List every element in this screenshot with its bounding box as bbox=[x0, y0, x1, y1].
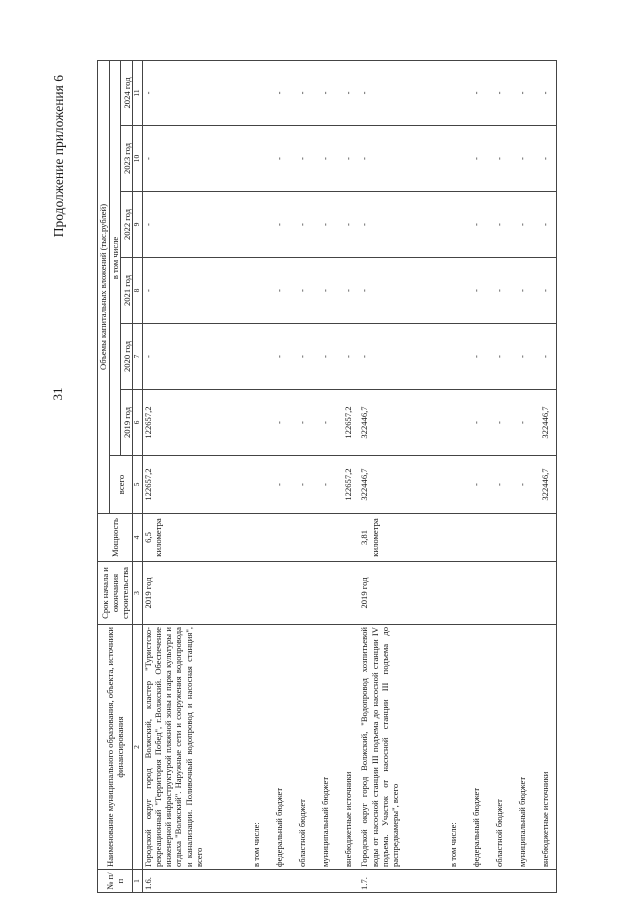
year-value: 322446,7 bbox=[359, 390, 441, 456]
table-row-funding bbox=[313, 60, 336, 892]
continuation-label: Продолжение приложения 6 bbox=[51, 75, 66, 238]
total-value: 122657,2 bbox=[336, 456, 359, 514]
year-value: - bbox=[267, 324, 290, 390]
funding-source-label: внебюджетные источники bbox=[336, 625, 359, 870]
table-row-subheading bbox=[244, 60, 267, 892]
year-value: 122657,2 bbox=[336, 390, 359, 456]
year-value: - bbox=[142, 126, 244, 192]
column-number: 3 bbox=[133, 562, 143, 625]
total-value: - bbox=[464, 456, 487, 514]
funding-source-label: областной бюджет bbox=[487, 625, 510, 870]
year-value: - bbox=[142, 60, 244, 125]
year-value: - bbox=[359, 60, 441, 125]
table-row-funding bbox=[510, 60, 533, 892]
header-name: Наименование муниципального образования, объекта, источники финансирования bbox=[98, 625, 133, 870]
header-including: в том числе bbox=[110, 60, 121, 455]
object-name: Городской округ город Волжский, "Водопровод хозпитьевой воды от насосной станции III подъема до насосной станции IV подъема. Участок от насосной станции III подъема до распредкамеры", всего bbox=[359, 625, 441, 870]
funding-source-label: федеральный бюджет bbox=[464, 625, 487, 870]
funding-source-label: муниципальный бюджет bbox=[510, 625, 533, 870]
header-year: 2024 год bbox=[121, 60, 133, 125]
year-value: - bbox=[487, 126, 510, 192]
year-value: - bbox=[533, 126, 557, 192]
year-value: - bbox=[267, 258, 290, 324]
table-row-object bbox=[359, 60, 441, 892]
year-value: - bbox=[510, 126, 533, 192]
year-value: - bbox=[487, 60, 510, 125]
year-value: - bbox=[464, 258, 487, 324]
year-value: - bbox=[510, 258, 533, 324]
column-number: 1 bbox=[133, 870, 143, 893]
total-value: 322446,7 bbox=[533, 456, 557, 514]
table-row-funding bbox=[336, 60, 359, 892]
year-value: - bbox=[290, 60, 313, 125]
year-value: - bbox=[533, 324, 557, 390]
year-value: - bbox=[464, 324, 487, 390]
year-value: - bbox=[359, 126, 441, 192]
column-number: 6 bbox=[133, 390, 143, 456]
year-value: - bbox=[510, 324, 533, 390]
year-value: - bbox=[510, 192, 533, 258]
year-value: - bbox=[290, 126, 313, 192]
capital-investments-table bbox=[97, 60, 557, 893]
total-value: - bbox=[290, 456, 313, 514]
total-value: - bbox=[510, 456, 533, 514]
header-year: 2019 год bbox=[121, 390, 133, 456]
year-value: - bbox=[290, 390, 313, 456]
year-value: - bbox=[487, 390, 510, 456]
header-investments: Объемы капитальных вложений (тыс.рублей) bbox=[98, 60, 110, 513]
year-value: - bbox=[533, 192, 557, 258]
row-number: 1.7. bbox=[359, 870, 441, 893]
total-value: 122657,2 bbox=[142, 456, 244, 514]
year-value: - bbox=[510, 390, 533, 456]
rotated-page-content bbox=[53, 61, 590, 893]
year-value: - bbox=[267, 192, 290, 258]
year-value: - bbox=[359, 192, 441, 258]
header-year: 2020 год bbox=[121, 324, 133, 390]
year-value: - bbox=[464, 60, 487, 125]
year-value: - bbox=[142, 324, 244, 390]
header-capacity: Мощность bbox=[98, 514, 133, 562]
column-number: 11 bbox=[133, 60, 143, 125]
table-row-funding bbox=[487, 60, 510, 892]
row-number: 1.6. bbox=[142, 870, 244, 893]
construction-period: 2019 год bbox=[359, 562, 441, 625]
year-value: - bbox=[533, 258, 557, 324]
year-value: - bbox=[533, 60, 557, 125]
year-value: 122657,2 bbox=[142, 390, 244, 456]
object-name: Городской округ город Волжский, кластер "Туристско-рекреационный "Территория Побед", г.Волжский. Обеспечение инженерной инфраструктурой пляжной зоны и парка культуры и отдыха "Волжский". Наружные сети и сооружения водопровода и канализации. Поливочный водопровод и насосная станция", всего bbox=[142, 625, 244, 870]
header-year: 2022 год bbox=[121, 192, 133, 258]
table-body bbox=[142, 60, 557, 892]
header-period: Срок начала и окончания строительства bbox=[98, 562, 133, 625]
year-value: - bbox=[267, 126, 290, 192]
column-number: 4 bbox=[133, 514, 143, 562]
funding-source-label: в том числе: bbox=[441, 625, 464, 870]
year-value: - bbox=[336, 324, 359, 390]
year-value: - bbox=[487, 258, 510, 324]
table-row-funding bbox=[533, 60, 557, 892]
year-value: - bbox=[290, 258, 313, 324]
funding-source-label: муниципальный бюджет bbox=[313, 625, 336, 870]
column-number: 9 bbox=[133, 192, 143, 258]
header-year: 2023 год bbox=[121, 126, 133, 192]
table-row-funding bbox=[267, 60, 290, 892]
funding-source-label: в том числе: bbox=[244, 625, 267, 870]
column-number: 10 bbox=[133, 126, 143, 192]
table-row-object bbox=[142, 60, 244, 892]
year-value: - bbox=[464, 192, 487, 258]
funding-source-label: областной бюджет bbox=[290, 625, 313, 870]
column-number: 5 bbox=[133, 456, 143, 514]
header-total: всего bbox=[110, 456, 133, 514]
year-value: - bbox=[267, 60, 290, 125]
year-value: - bbox=[267, 390, 290, 456]
year-value: - bbox=[313, 324, 336, 390]
total-value: - bbox=[313, 456, 336, 514]
year-value: - bbox=[336, 60, 359, 125]
header-num: № п/п bbox=[98, 870, 133, 893]
column-number: 8 bbox=[133, 258, 143, 324]
year-value: - bbox=[487, 324, 510, 390]
year-value: - bbox=[464, 390, 487, 456]
header-year: 2021 год bbox=[121, 258, 133, 324]
total-value: 322446,7 bbox=[359, 456, 441, 514]
table-header bbox=[98, 60, 143, 892]
table-row-funding bbox=[290, 60, 313, 892]
year-value: - bbox=[359, 324, 441, 390]
total-value: - bbox=[267, 456, 290, 514]
funding-source-label: федеральный бюджет bbox=[267, 625, 290, 870]
year-value: - bbox=[313, 258, 336, 324]
year-value: - bbox=[487, 192, 510, 258]
year-value: - bbox=[313, 390, 336, 456]
capacity: 3,81 километра bbox=[359, 514, 441, 562]
year-value: - bbox=[142, 258, 244, 324]
year-value: - bbox=[142, 192, 244, 258]
year-value: 322446,7 bbox=[533, 390, 557, 456]
column-number-row bbox=[133, 60, 143, 892]
column-number: 2 bbox=[133, 625, 143, 870]
capacity: 6,5 километра bbox=[142, 514, 244, 562]
year-value: - bbox=[336, 258, 359, 324]
table-row-subheading bbox=[441, 60, 464, 892]
construction-period: 2019 год bbox=[142, 562, 244, 625]
year-value: - bbox=[313, 60, 336, 125]
year-value: - bbox=[290, 192, 313, 258]
total-value: - bbox=[487, 456, 510, 514]
year-value: - bbox=[313, 192, 336, 258]
year-value: - bbox=[359, 258, 441, 324]
page-number: 31 bbox=[50, 387, 65, 401]
column-number: 7 bbox=[133, 324, 143, 390]
year-value: - bbox=[336, 192, 359, 258]
year-value: - bbox=[464, 126, 487, 192]
year-value: - bbox=[313, 126, 336, 192]
year-value: - bbox=[510, 60, 533, 125]
funding-source-label: внебюджетные источники bbox=[533, 625, 557, 870]
year-value: - bbox=[336, 126, 359, 192]
year-value: - bbox=[290, 324, 313, 390]
table-row-funding bbox=[464, 60, 487, 892]
